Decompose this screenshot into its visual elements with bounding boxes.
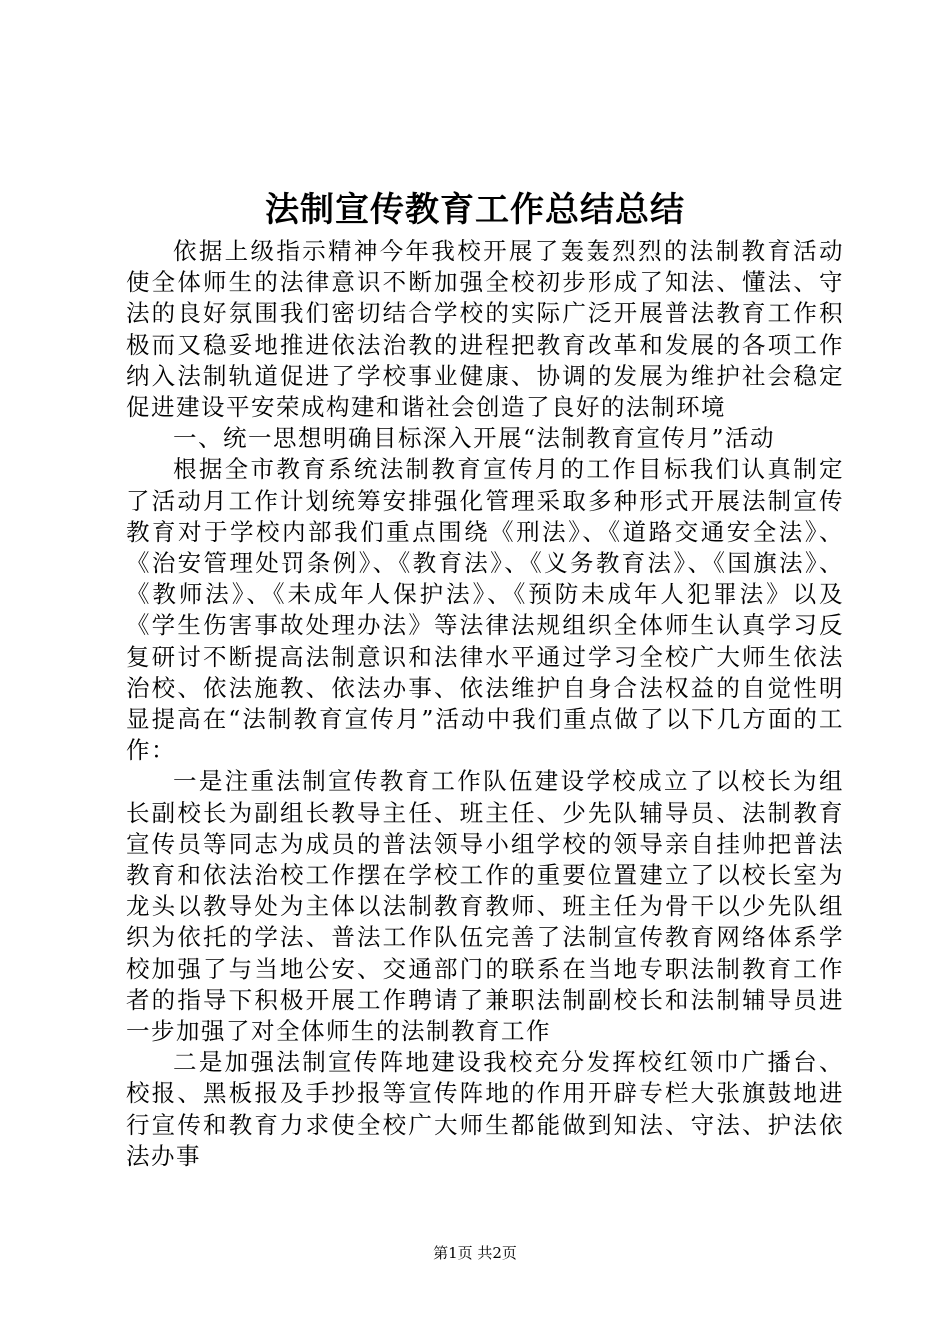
page-number-footer: 第1页 共2页	[433, 1244, 517, 1262]
paragraph-publicity: 二是加强法制宣传阵地建设我校充分发挥校红领巾广播台、校报、黑板报及手抄报等宣传阵地的作用开辟专栏大张旗鼓地进行宣传和教育力求使全校广大师生都能做到知法、守法、护法依法办事	[126, 1048, 844, 1170]
document-title: 法制宣传教育工作总结总结	[265, 190, 685, 230]
paragraph-intro: 依据上级指示精神今年我校开展了轰轰烈烈的法制教育活动使全体师生的法律意识不断加强全校初步形成了知法、懂法、守法的良好氛围我们密切结合学校的实际广泛开展普法教育工作积极而又稳妥地推进依法治教的进程把教育改革和发展的各项工作纳入法制轨道促进了学校事业健康、协调的发展为维护社会稳定促进建设平安荣成构建和谐社会创造了良好的法制环境	[126, 237, 844, 422]
document-body	[126, 236, 844, 1172]
paragraph-team: 一是注重法制宣传教育工作队伍建设学校成立了以校长为组长副校长为副组长教导主任、班主任、少先队辅导员、法制教育宣传员等同志为成员的普法领导小组学校的领导亲自挂帅把普法教育和依法治校工作摆在学校工作的重要位置建立了以校长室为龙头以教导处为主体以法制教育教师、班主任为骨干以少先队组织为依托的学法、普法工作队伍完善了法制宣传教育网络体系学校加强了与当地公安、交通部门的联系在当地专职法制教育工作者的指导下积极开展工作聘请了兼职法制副校长和法制辅导员进一步加强了对全体师生的法制教育工作	[126, 767, 844, 1046]
section-heading-1: 一、统一思想明确目标深入开展“法制教育宣传月”活动	[173, 424, 776, 453]
paragraph-laws: 根据全市教育系统法制教育宣传月的工作目标我们认真制定了活动月工作计划统筹安排强化管理采取多种形式开展法制宣传教育对于学校内部我们重点围绕《刑法》、《道路交通安全法》、《治安管理处罚条例》、《教育法》、《义务教育法》、《国旗法》、《教师法》、《未成年人保护法》、《预防未成年人犯罪法》以及《学生伤害事故处理办法》等法律法规组织全体师生认真学习反复研讨不断提高法制意识和法律水平通过学习全校广大师生依法治校、依法施教、依法办事、依法维护自身合法权益的自觉性明显提高在“法制教育宣传月”活动中我们重点做了以下几方面的工作：	[126, 455, 844, 765]
